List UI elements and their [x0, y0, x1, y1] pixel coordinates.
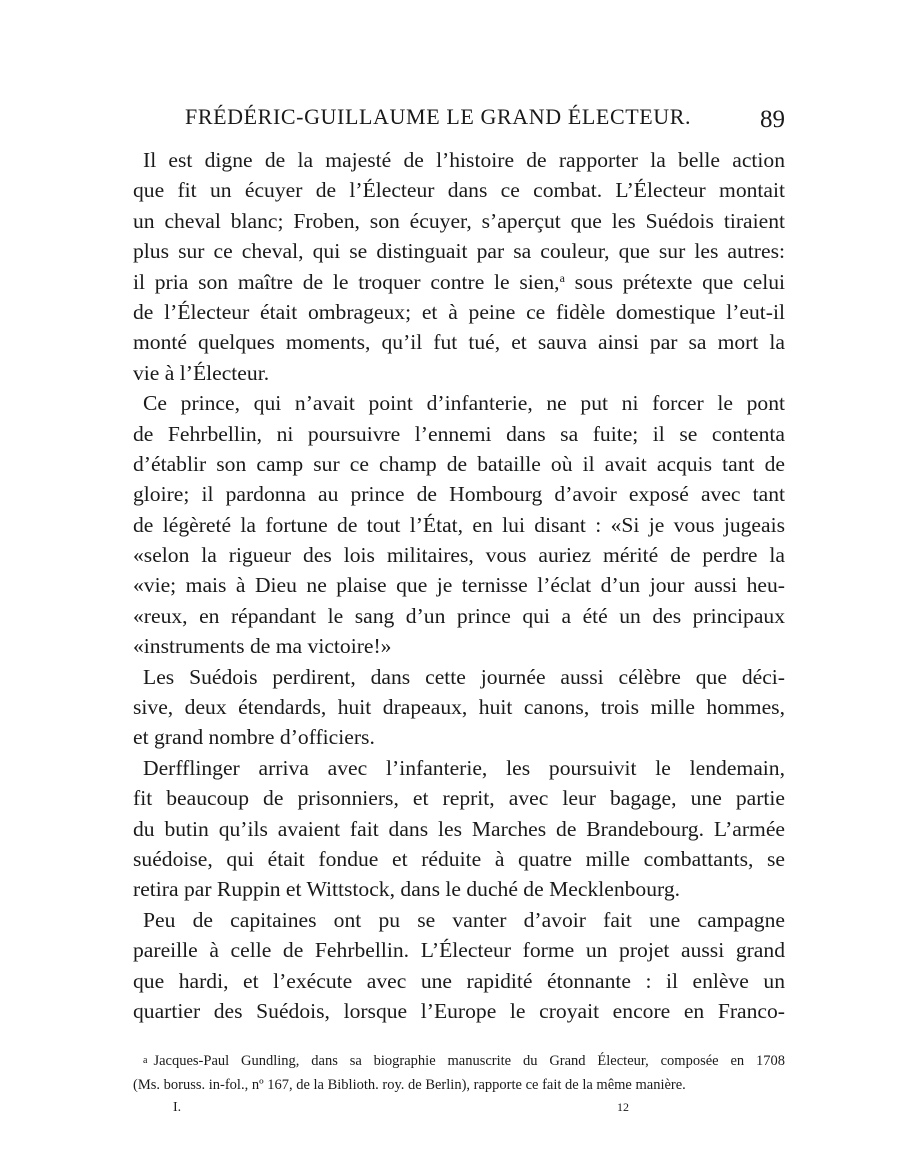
text-line: monté quelques moments, qu’il fut tué, et sauva ainsi par sa mort la	[133, 330, 785, 355]
text-line: Les Suédois perdirent, dans cette journée aussi célèbre que déci-	[143, 664, 785, 689]
text-line: que hardi, et l’exécute avec une rapidité étonnante : il enlève un	[133, 968, 785, 993]
text-line: fit beaucoup de prisonniers, et reprit, avec leur bagage, une partie	[133, 786, 785, 811]
text-segment: sous prétexte que celui	[564, 269, 785, 294]
volume-signature: I.	[173, 1100, 182, 1115]
text-line: un cheval blanc; Froben, son écuyer, s’aperçut que les Suédois tiraient	[133, 208, 785, 233]
text-line: «selon la rigueur des lois militaires, vous auriez mérité de perdre la	[133, 543, 785, 568]
text-line: suédoise, qui était fondue et réduite à quatre mille combattants, se	[133, 846, 785, 871]
text-line: «instruments de ma victoire!»	[133, 634, 392, 659]
paragraph-hombourg	[133, 388, 785, 662]
running-title: FRÉDÉRIC-GUILLAUME LE GRAND ÉLECTEUR.	[185, 104, 692, 129]
text-line: Ce prince, qui n’avait point d’infanterie, ne put ni forcer le pont	[143, 391, 785, 416]
text-line: Peu de capitaines ont pu se vanter d’avoir fait une campagne	[143, 907, 785, 932]
text-line: plus sur ce cheval, qui se distinguait par sa couleur, que sur les autres:	[133, 239, 785, 264]
sheet-signature: 12	[617, 1100, 629, 1114]
signature-line	[133, 1100, 785, 1124]
text-line: de Fehrbellin, ni poursuivre l’ennemi dans sa fuite; il se contenta	[133, 421, 785, 446]
page-number: 89	[760, 106, 785, 133]
text-line: «reux, en répandant le sang d’un prince qui a été un des principaux	[133, 603, 785, 628]
text-line: sive, deux étendards, huit drapeaux, huit canons, trois mille hommes,	[133, 695, 785, 720]
footnote-line: (Ms. boruss. in-fol., nº 167, de la Biblioth. roy. de Berlin), rapporte ce fait de la même manière.	[133, 1077, 686, 1093]
running-header	[133, 102, 785, 136]
text-line: que fit un écuyer de l’Électeur dans ce combat. L’Électeur montait	[133, 178, 785, 203]
text-line: Il est digne de la majesté de l’histoire de rapporter la belle action	[143, 148, 785, 172]
footnotes	[133, 1048, 785, 1098]
text-line: retira par Ruppin et Wittstock, dans le duché de Mecklenbourg.	[133, 877, 681, 902]
paragraph-campaign	[133, 905, 785, 1027]
text-line: de légèreté la fortune de tout l’État, en lui disant : «Si je vous jugeais	[133, 512, 785, 537]
footnote-text: Jacques-Paul Gundling, dans sa biographie manuscrite du Grand Électeur, composée en 1708	[153, 1053, 785, 1069]
text-line: vie à l’Électeur.	[133, 360, 270, 385]
text-line: et grand nombre d’officiers.	[133, 725, 375, 750]
text-line: quartier des Suédois, lorsque l’Europe le croyait encore en Franco-	[133, 998, 785, 1023]
paragraph-derfflinger	[133, 753, 785, 905]
text-line: de l’Électeur était ombrageux; et à peine ce fidèle domestique l’eut-il	[133, 299, 785, 324]
text-line: du butin qu’ils avaient fait dans les Marches de Brandebourg. L’armée	[133, 816, 785, 841]
footnote-mark: a	[143, 1055, 148, 1066]
paragraph-losses	[133, 662, 785, 753]
text-line: Derfflinger arriva avec l’infanterie, les poursuivit le lendemain,	[143, 755, 785, 780]
footnote-ref: a	[559, 270, 565, 285]
paragraph-froben	[133, 145, 785, 388]
text-line: «vie; mais à Dieu ne plaise que je ternisse l’éclat d’un jour aussi heu-	[133, 573, 785, 598]
text-line-with-footnote	[133, 267, 785, 297]
text-line: gloire; il pardonna au prince de Hombourg d’avoir exposé avec tant	[133, 482, 785, 507]
footnote-line	[133, 1048, 785, 1073]
text-line: d’établir son camp sur ce champ de bataille où il avait acquis tant de	[133, 451, 785, 476]
text-segment: il pria son maître de le troquer contre le sien,	[133, 269, 560, 294]
text-line: pareille à celle de Fehrbellin. L’Électeur forme un projet aussi grand	[133, 938, 785, 963]
body-text	[133, 145, 785, 1026]
